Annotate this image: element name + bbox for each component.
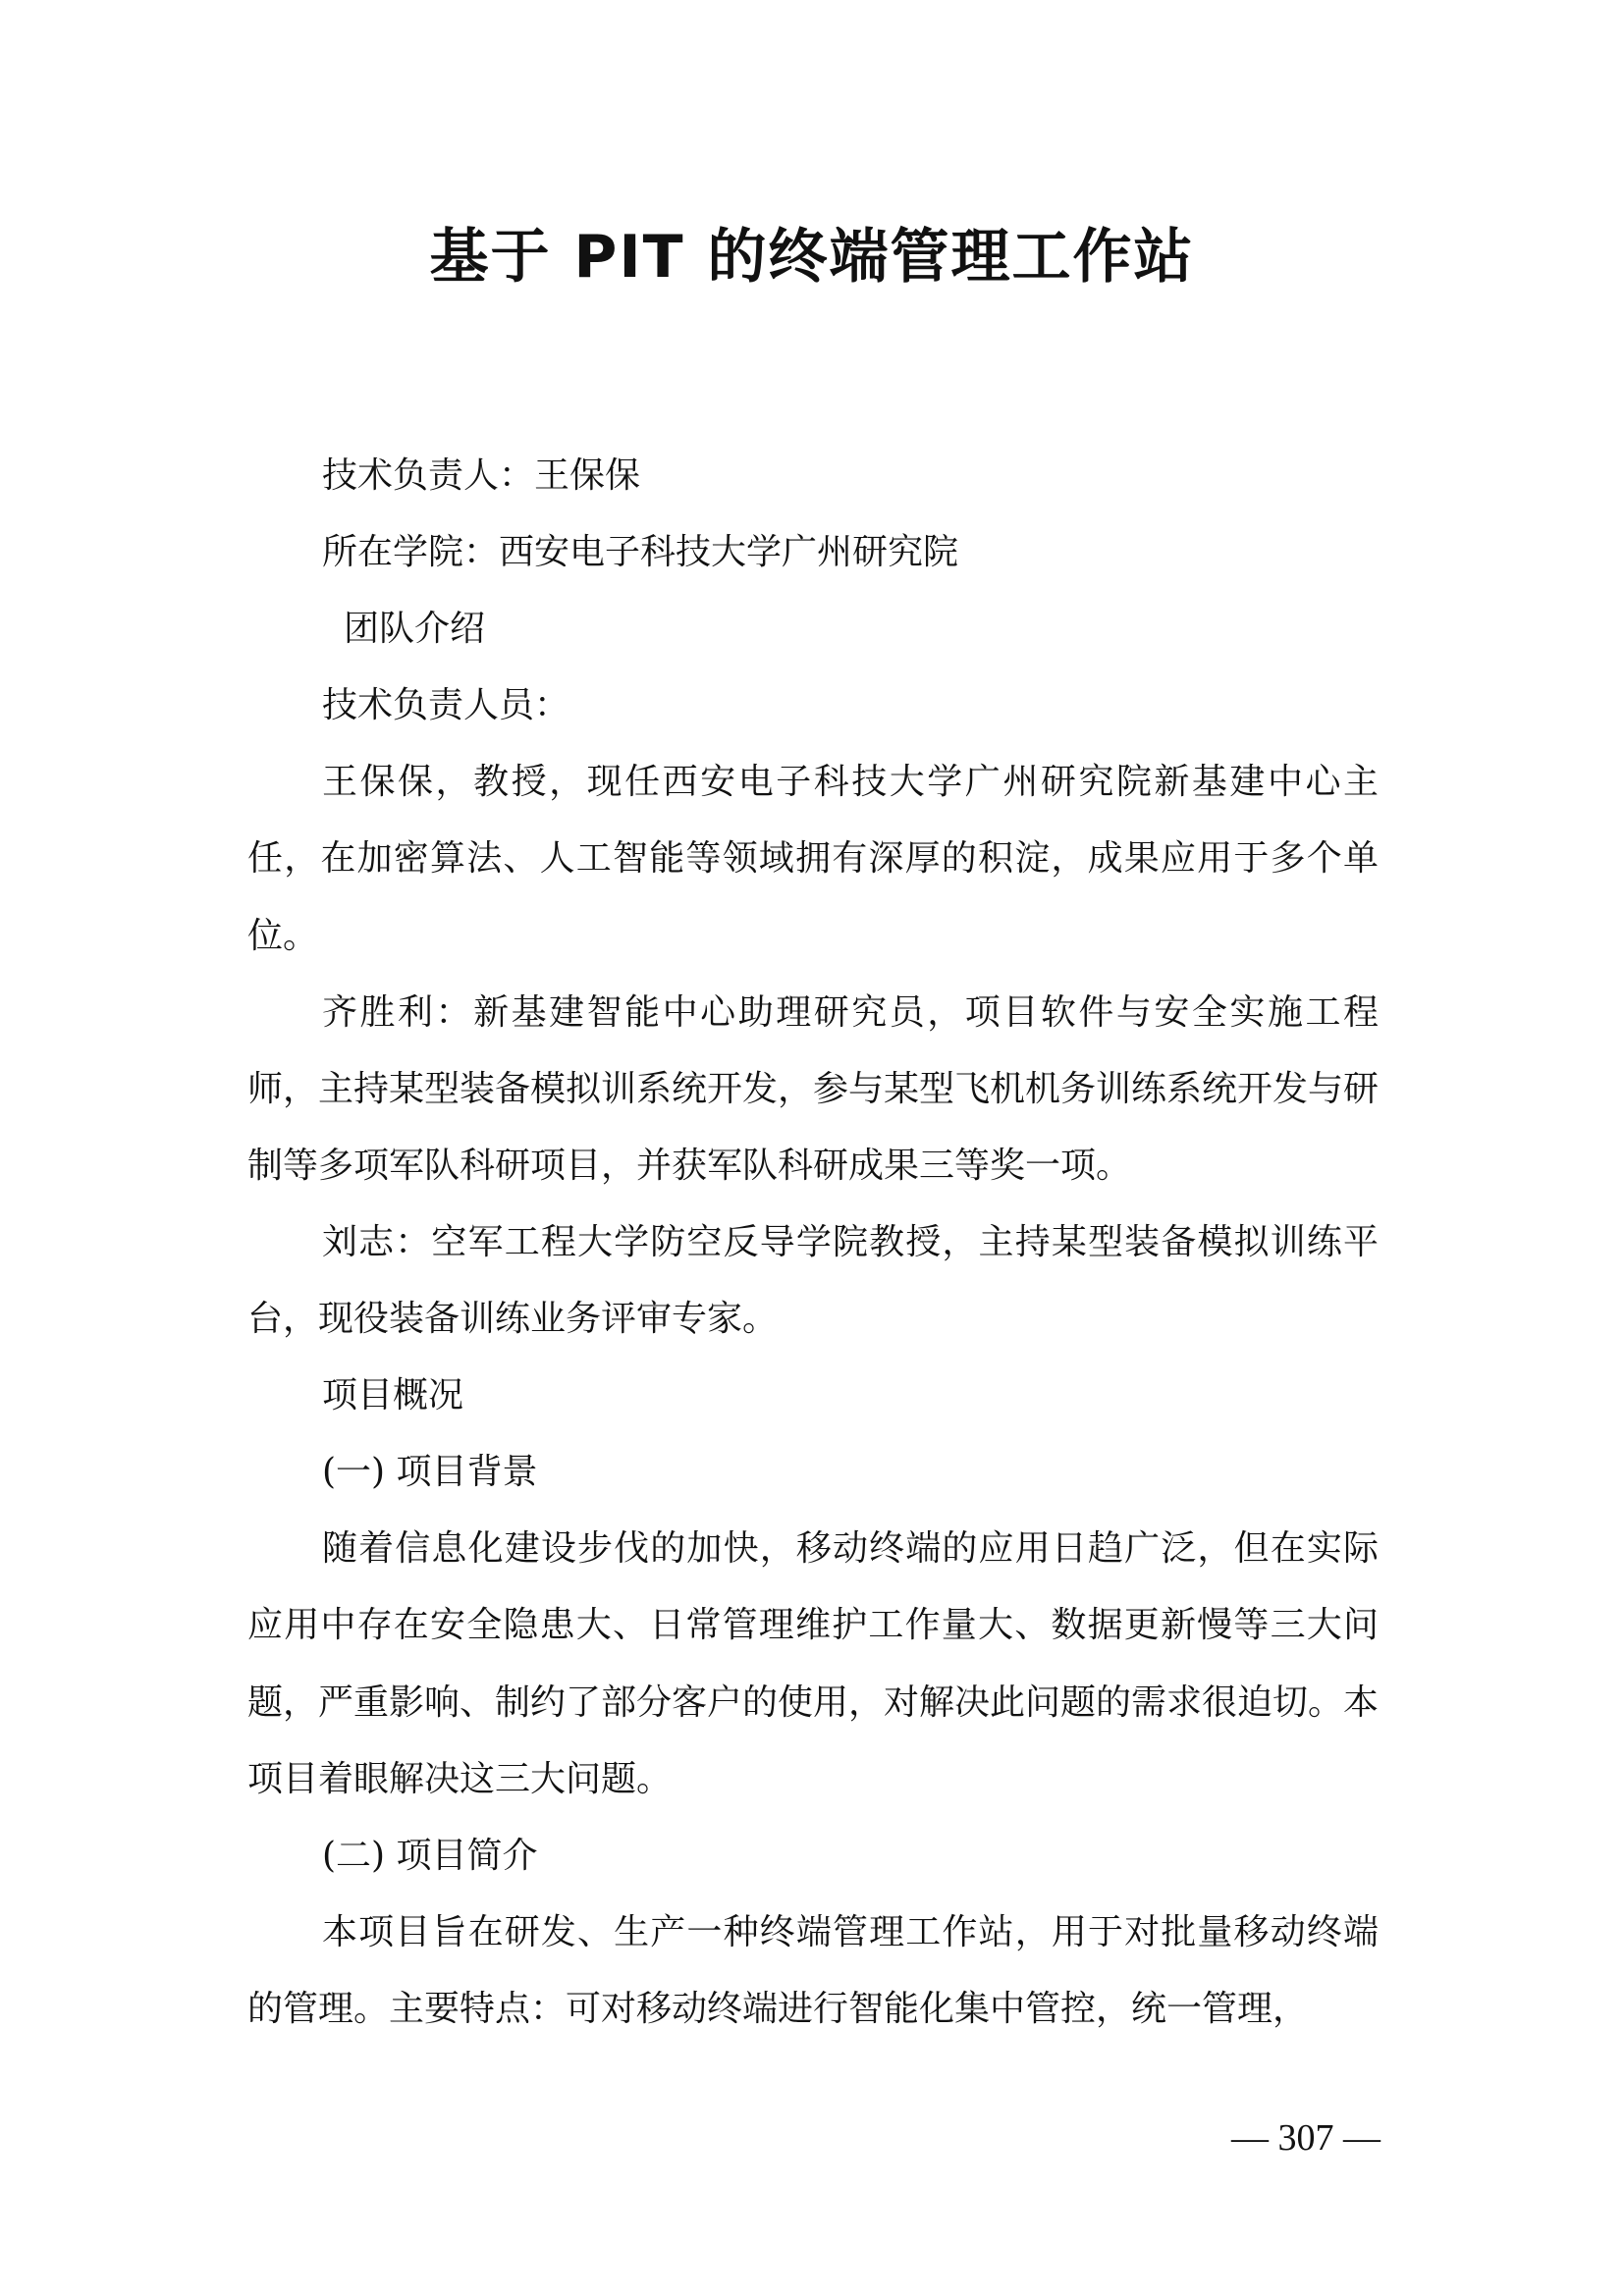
team-heading: 团队介绍 bbox=[344, 609, 486, 650]
member-paragraph: 王保保，教授，现任西安电子科技大学广州研究院新基建中心主任，在加密算法、人工智能等领域拥有深厚的积淀，成果应用于多个单位。 bbox=[247, 762, 1379, 956]
background-heading: (一) 项目背景 bbox=[322, 1452, 538, 1493]
intro-heading: (二) 项目简介 bbox=[322, 1835, 538, 1876]
overview-heading: 项目概况 bbox=[322, 1375, 464, 1416]
background-paragraph: 随着信息化建设步伐的加快，移动终端的应用日趋广泛，但在实际应用中存在安全隐患大、日常管理维护工作量大、数据更新慢等三大问题，严重影响、制约了部分客户的使用，对解决此问题的需求很迫切。本项目着眼解决这三大问题。 bbox=[247, 1528, 1380, 1799]
intro-paragraph: 本项目旨在研发、生产一种终端管理工作站，用于对批量移动终端的管理。主要特点：可对移动终端进行智能化集中管控，统一管理， bbox=[247, 1911, 1379, 2029]
member-paragraph: 刘志：空军工程大学防空反导学院教授，主持某型装备模拟训练平台，现役装备训练业务评审专家。 bbox=[247, 1221, 1379, 1340]
page-number: — 307 — bbox=[1231, 2117, 1380, 2159]
tech-lead-line: 技术负责人：王保保 bbox=[322, 455, 641, 496]
page-title: 基于 PIT 的终端管理工作站 bbox=[429, 223, 1195, 292]
member-paragraph: 齐胜利：新基建智能中心助理研究员，项目软件与安全实施工程师，主持某型装备模拟训系统开发，参与某型飞机机务训练系统开发与研制等多项军队科研项目，并获军队科研成果三等奖一项。 bbox=[247, 991, 1380, 1186]
tech-members-heading: 技术负责人员： bbox=[322, 685, 570, 726]
college-line: 所在学院：西安电子科技大学广州研究院 bbox=[322, 532, 959, 573]
document-body bbox=[247, 438, 1379, 2048]
